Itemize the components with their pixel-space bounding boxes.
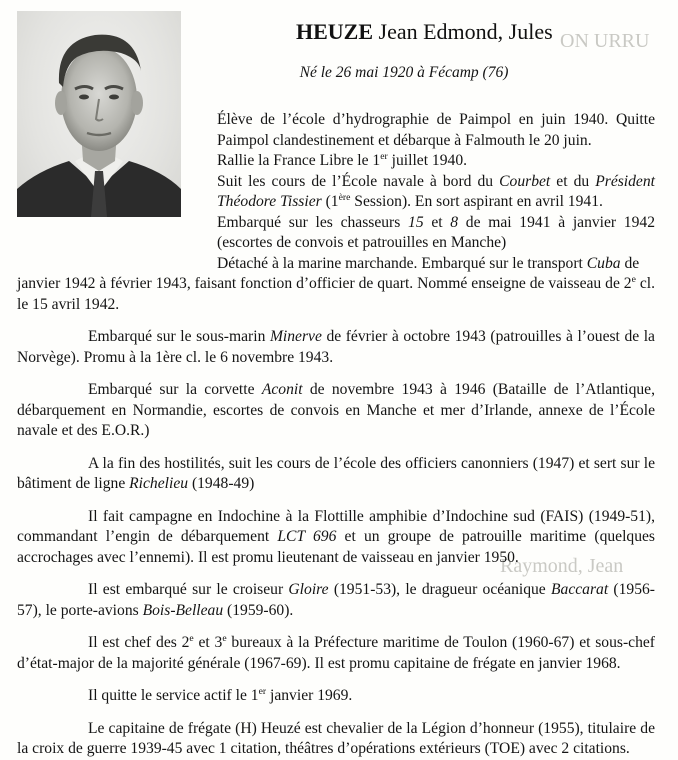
bleed-through-text: Raymond, Jean [500, 555, 624, 577]
text-run: cl. le 15 avril 1942. [17, 275, 655, 313]
paragraph-text [217, 151, 655, 172]
text-run: de mai 1941 à janvier 1942 (escortes de convois et patrouilles en Manche) [217, 213, 655, 251]
superscript: e [222, 632, 227, 644]
bleed-through-text: ON URRU [560, 30, 650, 52]
text-run: et du [550, 172, 596, 190]
text-run: Suit les cours de l’École navale à bord du [217, 172, 500, 190]
text-run: de [620, 254, 640, 272]
ship-name: Cuba [586, 254, 621, 272]
text-run: Embarqué sur le sous-marin [88, 328, 270, 345]
ship-name: 8 [450, 213, 459, 231]
text-run: bureaux à la Préfecture maritime de Toulon (1960-67) et sous-chef d’état-major de la majorité générale (1967-69). Il est promu capitaine de frégate en janvier 1968. [17, 634, 655, 672]
ship-name: Richelieu [129, 475, 189, 492]
paragraph [17, 633, 655, 674]
paragraph [17, 719, 655, 760]
text-run: janvier 1969. [266, 687, 353, 704]
text-run: janvier 1942 à février 1943, faisant fonction d’officier de quart. Nommé enseigne de vaisseau de 2 [17, 275, 632, 292]
ship-name: Bois-Belleau [142, 601, 224, 619]
superscript: e [631, 273, 636, 285]
text-run: et 3 [193, 634, 223, 651]
ship-name: LCT 696 [277, 528, 337, 545]
paragraph [17, 380, 655, 442]
text-run: Embarqué sur les chasseurs [217, 213, 409, 231]
birth-line: Né le 26 mai 1920 à Fécamp (76) [299, 64, 509, 81]
text-run: Rallie la France Libre le 1 [217, 152, 381, 169]
ship-name: Gloire [288, 581, 329, 598]
text-run: (1956-57), le porte-avions [17, 581, 656, 619]
text-run: Session). En sort aspirant en avril 1941. [350, 193, 603, 210]
text-run: (1948-49) [188, 475, 255, 492]
paragraph [17, 254, 655, 275]
ship-name: 15 [408, 213, 424, 231]
ship-name: Aconit [261, 381, 303, 398]
paragraph [217, 172, 655, 213]
paragraph [17, 580, 655, 621]
superscript: ère [338, 191, 351, 203]
paragraph-text [217, 110, 655, 151]
text-run: de novembre 1943 à 1946 (Bataille de l’Atlantique, débarquement en Normandie, escortes de convois en Manche et mer d’Irlande, annexe de l’École navale et des E.O.R.) [17, 381, 655, 439]
text-run: (1959-60). [223, 601, 294, 619]
given-names: Jean Edmond, Jules [378, 19, 553, 44]
paragraph-text [217, 213, 655, 254]
text-run: (1 [321, 193, 339, 210]
person-name [296, 18, 553, 46]
ship-name: Baccarat [551, 581, 609, 598]
paragraph [217, 151, 655, 172]
ship-name: Courbet [499, 172, 551, 190]
text-run: Il quitte le service actif le 1 [88, 687, 259, 704]
text-run: juillet 1940. [387, 152, 468, 169]
superscript: er [258, 685, 267, 697]
paragraph [17, 274, 655, 315]
paragraph [217, 110, 655, 151]
biography-text [17, 110, 655, 760]
text-run: Élève de l’école d’hydrographie de Paimpol en juin 1940. Quitte Paimpol clandestinement et débarque à Falmouth le 20 juin. [217, 111, 655, 149]
text-run: et un groupe de patrouille maritime (quelques accrochages avec l’ennemi). Il est promu lieutenant de vaisseau en janvier 1950. [17, 528, 655, 566]
paragraph [17, 686, 655, 707]
text-run: Il fait campagne en Indochine à la Flottille amphibie d’Indochine sud (FAIS) (1949-51), commandant l’engin de débarquement [17, 507, 655, 545]
ship-name: Président Théodore Tissier [217, 172, 655, 210]
text-run: Il est chef des 2 [88, 634, 190, 651]
text-run: Détaché à la marine marchande. Embarqué sur le transport [217, 254, 587, 272]
superscript: e [189, 632, 194, 644]
paragraph [17, 327, 655, 368]
text-run: Il est embarqué sur le croiseur [88, 581, 289, 598]
paragraph [17, 507, 655, 569]
superscript: er [380, 150, 388, 162]
text-run: (1951-53), le dragueur océanique [328, 581, 551, 598]
text-run: Embarqué sur la corvette [88, 381, 262, 398]
text-run: de février à octobre 1943 (patrouilles à l’ouest de la Norvège). Promu à la 1ère cl. le 6 novembre 1943. [17, 328, 655, 366]
text-run: A la fin des hostilités, suit les cours de l’école des officiers canonniers (1947) et sert sur le bâtiment de ligne [17, 454, 655, 492]
text-run: Le capitaine de frégate (H) Heuzé est chevalier de la Légion d’honneur (1955), titulaire de la croix de guerre 1939-45 avec 1 citation, théâtres d’opérations extérieurs (TOE) avec 2 citations. [17, 719, 655, 757]
paragraph-text [217, 172, 655, 213]
surname: HEUZE [296, 19, 374, 44]
text-run: et [423, 213, 451, 231]
ship-name: Minerve [269, 328, 322, 345]
paragraph [17, 454, 655, 495]
paragraph [217, 213, 655, 254]
